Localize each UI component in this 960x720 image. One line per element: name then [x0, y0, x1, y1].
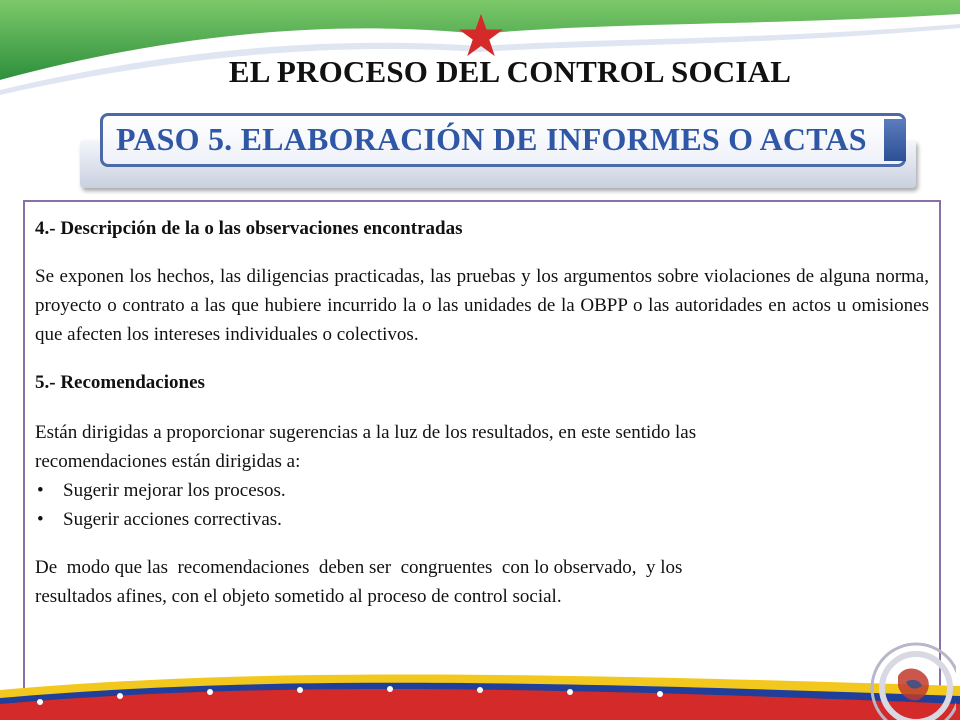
list-item — [35, 505, 929, 534]
list-item-text: Sugerir acciones correctivas. — [63, 509, 282, 530]
closing-line-1: De modo que las recomendaciones deben ser congruentes con lo observado, y los — [35, 557, 683, 578]
content-box — [23, 200, 941, 694]
bottom-flag-band — [0, 640, 960, 720]
list-item-text: Sugerir mejorar los procesos. — [63, 480, 286, 501]
step-title: PASO 5. ELABORACIÓN DE INFORMES O ACTAS — [116, 121, 867, 157]
page-title: EL PROCESO DEL CONTROL SOCIAL — [228, 54, 792, 89]
section-5-intro-line-1: Están dirigidas a proporcionar sugerencias a la luz de los resultados, en este sentido las — [35, 422, 697, 443]
institutional-seal-icon — [846, 636, 956, 720]
section-5-heading: 5.- Recomendaciones — [35, 372, 205, 393]
section-4-heading: 4.- Descripción de la o las observaciones encontradas — [35, 218, 463, 239]
recommendations-list — [35, 476, 929, 534]
section-5-intro-line-2: recomendaciones están dirigidas a: — [35, 451, 301, 472]
closing-line-2: resultados afines, con el objeto sometido al proceso de control social. — [35, 586, 562, 607]
red-star-icon — [458, 12, 504, 58]
list-item — [35, 476, 929, 505]
step-ribbon-tip — [884, 119, 906, 161]
section-4-body: Se exponen los hechos, las diligencias practicadas, las pruebas y los argumentos sobre violaciones de alguna norma, proyecto o contrato a las que hubiere incurrido la o las unidades de la OBPP o las autoridades en actos u omisiones que afecten los intereses individuales o colectivos. — [35, 266, 929, 345]
bullet-icon: • — [37, 509, 44, 530]
bullet-icon: • — [37, 480, 44, 501]
